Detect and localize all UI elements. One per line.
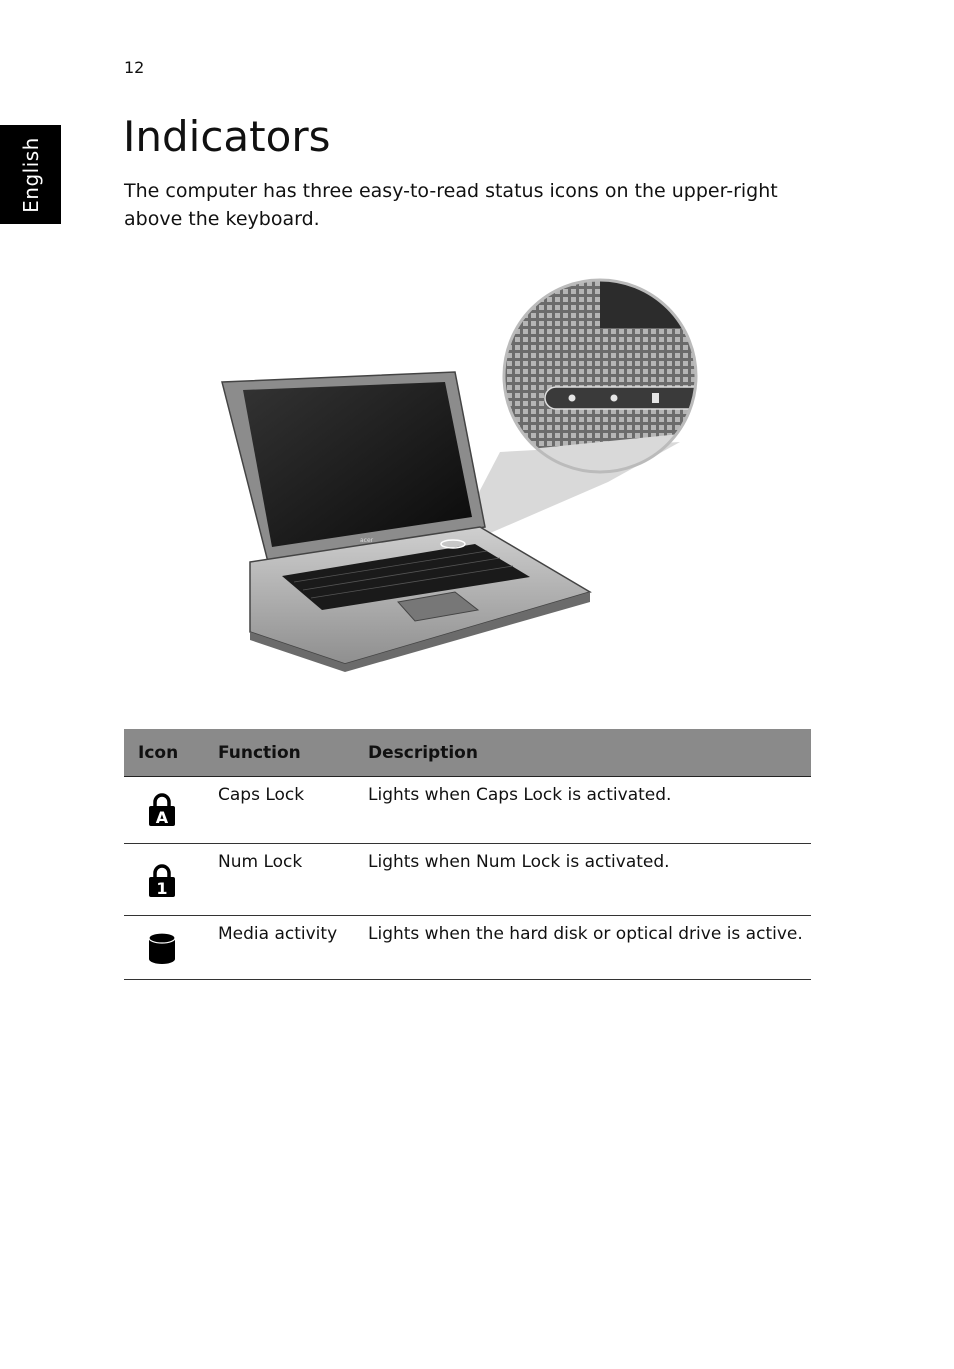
indicator-table: [124, 729, 811, 980]
intro-paragraph: The computer has three easy-to-read status icons on the upper-right above the keyboard.: [124, 180, 778, 230]
row-function: Caps Lock: [218, 785, 305, 805]
table-row: [124, 916, 811, 980]
language-tab-label: English: [18, 136, 43, 213]
language-tab: [0, 125, 61, 224]
header-description: Description: [368, 729, 811, 777]
num-lock-icon: [148, 864, 176, 898]
row-function: Num Lock: [218, 852, 303, 872]
header-icon: Icon: [124, 729, 218, 777]
caps-lock-icon: [148, 793, 176, 827]
row-description: Lights when the hard disk or optical drive is active.: [368, 924, 803, 944]
row-description: Lights when Num Lock is activated.: [368, 852, 670, 872]
section-title: Indicators: [123, 112, 331, 161]
page-number: 12: [124, 58, 145, 77]
laptop-illustration: [210, 272, 710, 672]
table-row: [124, 777, 811, 844]
row-function: Media activity: [218, 924, 338, 944]
table-header-row: [124, 729, 811, 777]
row-description: Lights when Caps Lock is activated.: [368, 785, 672, 805]
brand-label: acer: [360, 537, 374, 544]
table-row: [124, 844, 811, 916]
svg-text:A: A: [155, 808, 169, 827]
svg-text:1: 1: [156, 879, 168, 898]
header-function: Function: [218, 729, 368, 777]
media-activity-icon: [148, 932, 176, 966]
